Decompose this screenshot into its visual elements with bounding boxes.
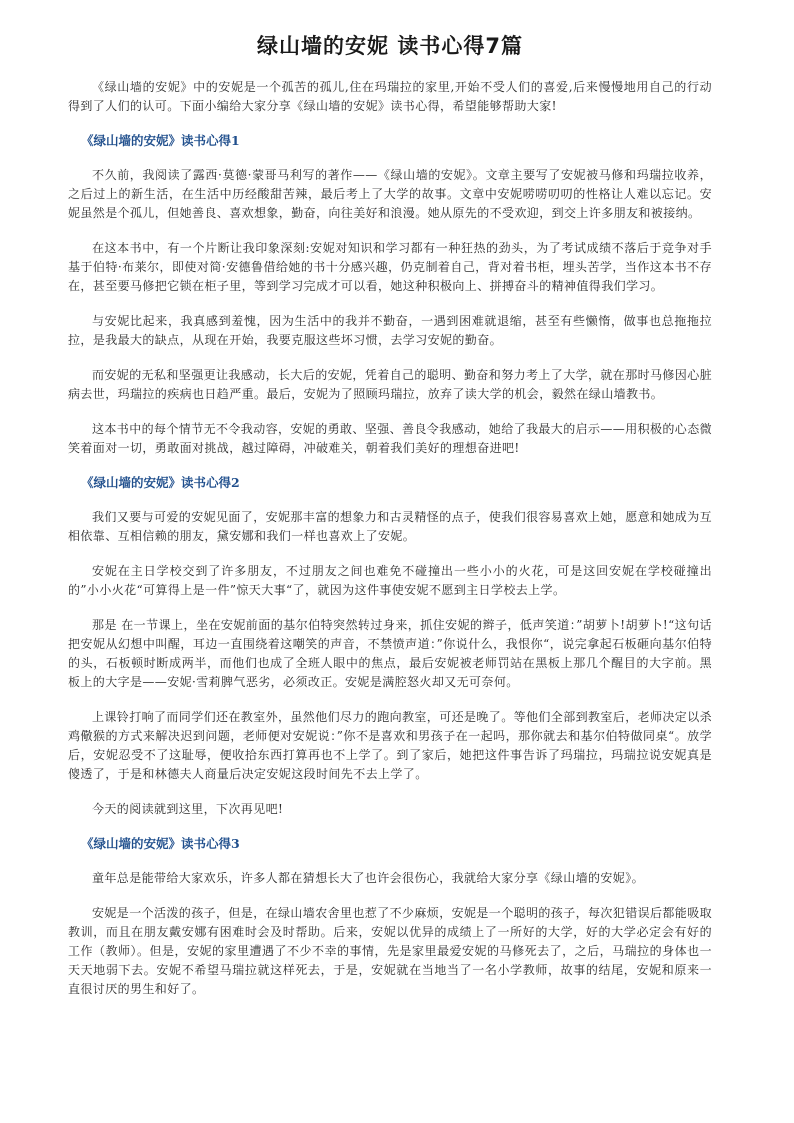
paragraph: 安妮是一个活泼的孩子，但是，在绿山墙农舍里也惹了不少麻烦，安妮是一个聪明的孩子，每次犯错误后都能吸取教训，而且在朋友戴安娜有困难时会及时帮助。后来，安妮以优异的成绩上了一所好的大学，好的大学必定会有好的工作（教师）。但是，安妮的家里遭遇了不少不幸的事情，先是家里最爱安妮的马修死去了，之后，马瑞拉的身体也一天天地弱下去。安妮不希望马瑞拉就这样死去，于是，安妮就在当地当了一名小学教师，故事的结尾，安妮和原来一直很讨厌的男生和好了。 <box>68 906 713 996</box>
paragraph: 我们又要与可爱的安妮见面了，安妮那丰富的想象力和古灵精怪的点子，使我们很容易喜欢上她，愿意和她成为互相依靠、互相信赖的朋友，黛安娜和我们一样也喜欢上了安妮。 <box>68 510 713 543</box>
paragraph: 安妮在主日学校交到了许多朋友，不过朋友之间也难免不碰撞出一些小小的火花，可是这回安妮在学校碰撞出的”小小火花“可算得上是一件”惊天大事“了，就因为这件事使安妮不愿到主日学校去上学。 <box>68 564 712 597</box>
paragraph: 那是 在一节课上，坐在安妮前面的基尔伯特突然转过身来，抓住安妮的辫子，低声笑道：”胡萝卜!胡萝卜!“这句话把安妮从幻想中叫醒，耳边一直围绕着这嘲笑的声音，不禁愤声道：”你说什么，我恨你“，说完拿起石板砸向基尔伯特的头，石板顿时断成两半，而他们也成了全班人眼中的焦点，最后安妮被老师罚站在黑板上那几个醒目的大字前。黑板上的大字是——安妮·雪莉脾气恶劣，必须改正。安妮是满腔怒火却又无可奈何。 <box>68 618 712 689</box>
section-heading-3: 《绿山墙的安妮》读书心得3 <box>81 836 240 851</box>
paragraph: 童年总是能带给大家欢乐，许多人都在猜想长大了也许会很伤心，我就给大家分享《绿山墙的安妮》。 <box>92 871 645 885</box>
page-title: 绿山墙的安妮 读书心得7篇 <box>257 34 523 58</box>
paragraph: 而安妮的无私和坚强更让我感动，长大后的安妮，凭着自己的聪明、勤奋和努力考上了大学，就在那时马修因心脏病去世，玛瑞拉的疾病也日趋严重。最后，安妮为了照顾玛瑞拉，放弃了读大学的机会，毅然在绿山墙教书。 <box>68 368 713 401</box>
paragraph: 与安妮比起来，我真感到羞愧，因为生活中的我并不勤奋，一遇到困难就退缩，甚至有些懒惰，做事也总拖拖拉拉，是我最大的缺点，从现在开始，我要克服这些坏习惯，去学习安妮的勤奋。 <box>68 314 712 347</box>
intro-paragraph: 《绿山墙的安妮》中的安妮是一个孤苦的孤儿,住在玛瑞拉的家里,开始不受人们的喜爱,后来慢慢地用自己的行动得到了人们的认可。下面小编给大家分享《绿山墙的安妮》读书心得，希望能够帮助大家! <box>68 80 712 113</box>
paragraph: 上课铃打响了而同学们还在教室外，虽然他们尽力的跑向教室，可还是晚了。等他们全部到教室后，老师决定以杀鸡儆猴的方式来解决迟到问题，老师便对安妮说：”你不是喜欢和男孩子在一起吗，那你就去和基尔伯特做同桌“。放学后，安妮忍受不了这耻辱，便收拾东西打算再也不上学了。到了家后，她把这件事告诉了玛瑞拉，玛瑞拉说安妮真是傻透了，于是和林德夫人商量后决定安妮这段时间先不去上学了。 <box>68 710 713 781</box>
section-heading-2: 《绿山墙的安妮》读书心得2 <box>81 475 240 490</box>
paragraph: 不久前，我阅读了露西·莫德·蒙哥马利写的著作——《绿山墙的安妮》。文章主要写了安妮被马修和玛瑞拉收养，之后过上的新生活，在生活中历经酸甜苦辣，最后考上了大学的故事。文章中安妮唠唠叨叨的性格让人难以忘记。安妮虽然是个孤儿，但她善良、喜欢想象，勤奋，向往美好和浪漫。她从原先的不受欢迎，到交上许多朋友和被接纳。 <box>68 168 712 220</box>
paragraph: 在这本书中，有一个片断让我印象深刻:安妮对知识和学习都有一种狂热的劲头，为了考试成绩不落后于竞争对手基于伯特·布莱尔，即使对简·安德鲁借给她的书十分感兴趣，仍克制着自己，背对着书柜，埋头苦学，当作这本书不存在，甚至要马修把它锁在柜子里，等到学习完成才可以看，她这种积极向上、拼搏奋斗的精神值得我们学习。 <box>68 241 712 293</box>
paragraph: 今天的阅读就到这里，下次再见吧! <box>92 802 284 816</box>
section-heading-1: 《绿山墙的安妮》读书心得1 <box>81 133 240 148</box>
paragraph: 这本书中的每个情节无不令我动容，安妮的勇敢、坚强、善良令我感动，她给了我最大的启示——用积极的心态微笑着面对一切，勇敢面对挑战，越过障碍，冲破难关，朝着我们美好的理想奋进吧! <box>68 422 713 455</box>
